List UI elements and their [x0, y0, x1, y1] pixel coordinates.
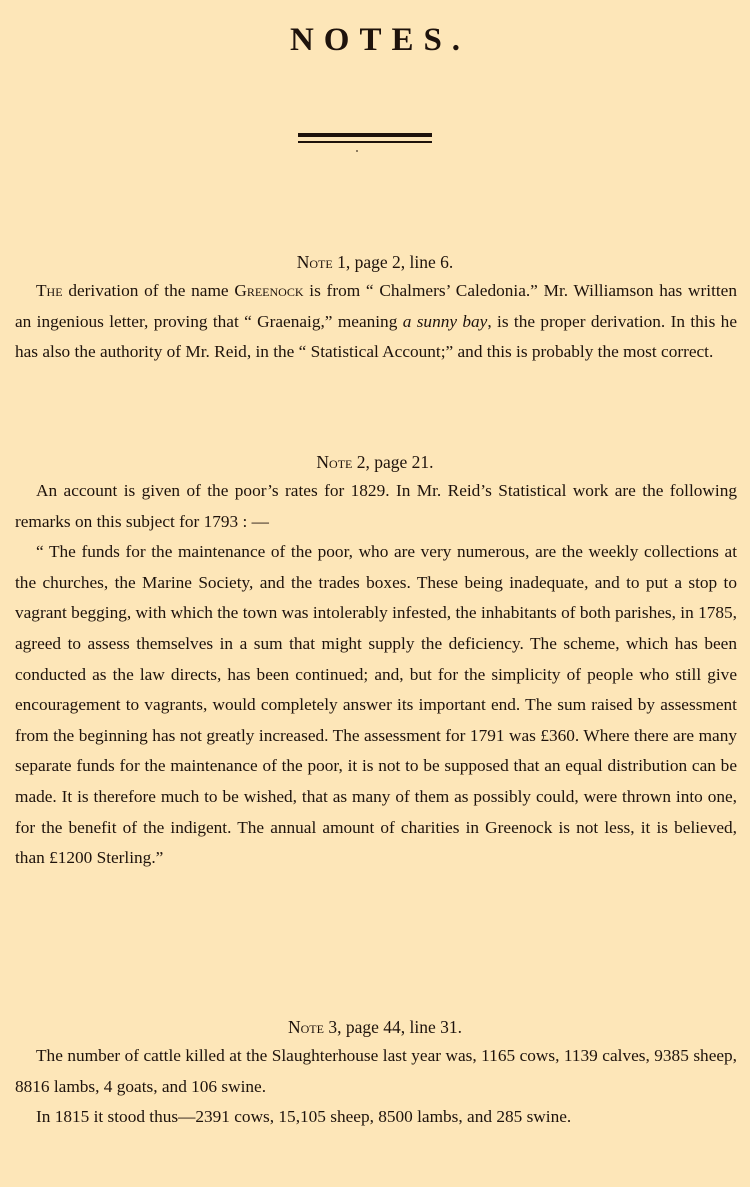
text-run: , is the proper derivation. In this he has also the authority of Mr. Reid, in the “ Statistical Account;” and this is probably the most correct. — [15, 311, 737, 362]
note-label: Note — [288, 1017, 324, 1037]
italic-phrase: a sunny bay — [402, 311, 488, 331]
drop-word: The — [36, 281, 63, 300]
note-1-paragraph — [15, 276, 737, 368]
ornament-dot — [356, 150, 358, 152]
note-2-paragraph-2: “ The funds for the maintenance of the poor, who are very numerous, are the weekly collections at the churches, the Marine Society, and the trades boxes. These being inadequate, and to put a stop to vagrant begging, with which the town was intolerably infested, the inhabitants of both parishes, in 1785, agreed to assess themselves in a sum that might supply the deficiency. The scheme, which has been conducted as the law directs, has been continued; and, but for the simplicity of people who still give encouragement to vagrants, would completely answer its important end. The sum raised by assessment from the beginning has not greatly increased. The assessment for 1791 was £360. Where there are many separate funds for the maintenance of the poor, it is not to be supposed that an equal distribution can be made. It is therefore much to be wished, that as many of them as possibly could, were thrown into one, for the benefit of the indigent. The annual amount of charities in Greenock is not less, it is believed, than £1200 Sterling.” — [15, 542, 737, 868]
page-title: NOTES. — [289, 22, 471, 58]
note-label: Note — [296, 252, 333, 272]
text-run: derivation of the name — [62, 281, 235, 300]
note-ref: 1, page 2, line 6. — [332, 252, 454, 272]
note-3-paragraph-1: The number of cattle killed at the Slaughterhouse last year was, 1165 cows, 1139 calves, 9385 sheep, 8816 lambs, 4 goats, and 106 swine. — [15, 1046, 737, 1096]
note-ref: 2, page 21. — [352, 452, 434, 472]
note-1-heading — [0, 252, 750, 273]
note-3-heading — [0, 1017, 750, 1038]
note-1-body — [15, 276, 737, 368]
note-3-paragraph-2: In 1815 it stood thus—2391 cows, 15,105 sheep, 8500 lambs, and 285 swine. — [36, 1107, 572, 1127]
note-2-paragraph-1: An account is given of the poor’s rates for 1829. In Mr. Reid’s Statistical work are the following remarks on this subject for 1793 : — — [15, 481, 737, 531]
note-label: Note — [316, 452, 353, 472]
note-2-heading — [0, 452, 750, 473]
title-rule-thin — [298, 141, 432, 143]
note-ref: 3, page 44, line 31. — [323, 1017, 462, 1037]
title-rule-thick — [298, 133, 432, 137]
text-run: is from “ Chalmers’ Caledonia.” Mr. Williamson has written an ingenious letter, proving that “ Graenaig,” meaning — [15, 281, 737, 331]
note-2-body — [15, 476, 737, 874]
note-3-body — [15, 1041, 737, 1133]
place-name: Greenock — [234, 281, 304, 300]
